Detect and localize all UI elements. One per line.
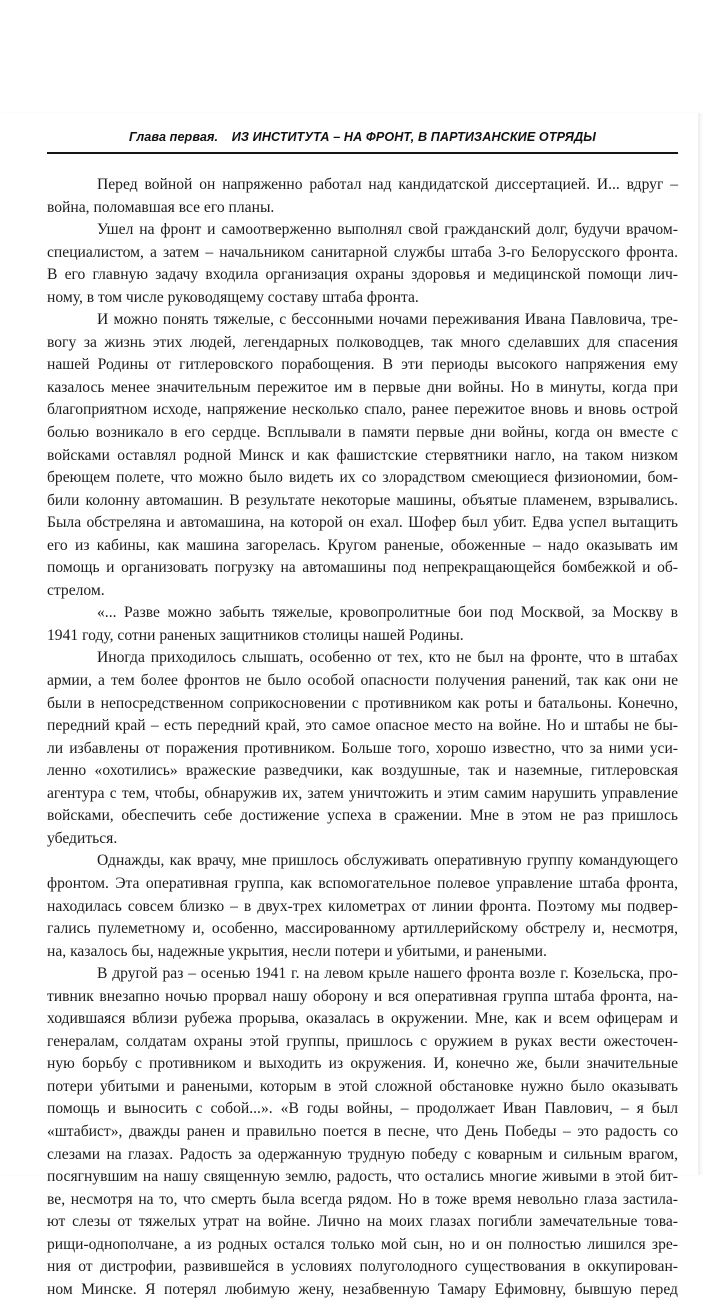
- text-line: ли избавлены от поражения противником. Больше того, хорошо известно, что за ними уси-: [47, 739, 678, 757]
- text-line: агентура с тем, чтобы, обнаружив их, затем уничтожить и этим самим нарушить управление: [47, 784, 678, 802]
- text-line: били колонну автомашин. В результате некоторые машины, объятые пламенем, взрывались.: [47, 491, 678, 509]
- text-line: войсками, обеспечить себе достижение успеха в сражении. Мне в этом не раз пришлось: [47, 807, 678, 825]
- text-line: война, поломавшая все его планы.: [47, 198, 275, 216]
- text-line: бреющем полете, что можно было видеть их со злорадством смеющиеся физиономии, бом-: [47, 469, 678, 487]
- text-line: ном Минске. Я потерял любимую жену, незабвенную Тамару Ефимовну, бывшую перед: [47, 1280, 678, 1298]
- body-text: [47, 174, 678, 1301]
- text-line: фронтом. Эта оперативная группа, как вспомогательное полевое управление штаба фронта,: [47, 874, 678, 892]
- paragraph-first-line: Иногда приходилось слышать, особенно от тех, кто не был на фронте, что в штабах: [97, 649, 678, 667]
- text-line: «штабист», дважды ранен и правильно поется в песне, что День Победы – это радость со: [47, 1122, 678, 1140]
- text-line: Была обстреляна и автомашина, на которой он ехал. Шофер был убит. Едва успел вытащить: [47, 514, 678, 532]
- text-line: рищи-однополчане, а из родных остался только мой сын, но и он полностью лишился зре-: [47, 1235, 678, 1253]
- paragraph-first-line: Перед войной он напряженно работал над кандидатской диссертацией. И... вдруг –: [97, 176, 678, 193]
- text-line: В его главную задачу входила организация охраны здоровья и медицинской помощи лич-: [47, 266, 678, 284]
- paragraph-first-line: Ушел на фронт и самоотверженно выполнял свой гражданский долг, будучи врачом-: [97, 221, 678, 239]
- text-line: стрелом.: [47, 581, 105, 599]
- text-line: армии, а тем более фронтов не было особой опасности получения ранений, так как они не: [47, 672, 678, 690]
- text-line: ют слезы от тяжелых утрат на войне. Лично на моих глазах погибли замечательные това-: [47, 1213, 678, 1231]
- text-line: благоприятном исходе, напряжение несколько спало, ранее пережитое вновь и вновь острой: [47, 401, 678, 419]
- paragraph-first-line: Однажды, как врачу, мне пришлось обслуживать оперативную группу командующего: [97, 852, 678, 870]
- running-head: [47, 130, 678, 144]
- text-line: гались пулеметному и, особенно, массированному артиллерийскому обстрелу и, несмотря,: [47, 920, 678, 938]
- chapter-title: ИЗ ИНСТИТУТА – НА ФРОНТ, В ПАРТИЗАНСКИЕ ОТРЯДЫ: [231, 130, 596, 144]
- text-line: ному, в том числе руководящему составу штаба фронта.: [47, 288, 419, 306]
- text-line: ную борьбу с противником и выходить из окружения. И, конечно же, были значительные: [47, 1055, 678, 1073]
- text-line: ве, несмотря на то, что смерть была всегда рядом. Но в тоже время невольно глаза застила-: [47, 1190, 678, 1208]
- text-line: помощь и выносить с собой...». «В годы войны, – продолжает Иван Павлович, – я был: [47, 1100, 678, 1118]
- text-line: были в непосредственном соприкосновении с противником как роты и батальоны. Конечно,: [47, 694, 678, 712]
- text-line: помощь и организовать погрузку на автомашины под непрекращающейся бомбежкой и об-: [47, 559, 678, 577]
- text-line: казалось менее значительным пережитое им в первые дни войны. Но в минуты, когда при: [47, 378, 678, 396]
- text-line: на, казалось бы, надежные укрытия, несли потери и убитыми, и ранеными.: [47, 942, 547, 960]
- text-line: ходившаяся вблизи рубежа прорыва, оказалась в окружении. Мне, как и всем офицерам и: [47, 1010, 678, 1028]
- text-line: 1941 году, сотни раненых защитников столицы нашей Родины.: [47, 626, 464, 644]
- paragraph-first-line: «... Разве можно забыть тяжелые, кровопролитные бои под Москвой, за Москву в: [97, 604, 678, 622]
- text-line: его из кабины, как машина загорелась. Кругом раненые, обоженные – надо оказывать им: [47, 536, 678, 554]
- paragraph-first-line: И можно понять тяжелые, с бессонными ночами переживания Ивана Павловича, тре-: [97, 311, 678, 329]
- text-line: находилась совсем близко – в двух-трех километрах от линии фронта. Поэтому мы подвер-: [47, 897, 678, 915]
- text-line: ленно «охотились» вражеские разведчики, как воздушные, так и наземные, гитлеровская: [47, 762, 678, 780]
- text-line: убедиться.: [47, 829, 118, 847]
- text-line: специалистом, а затем – начальником санитарной службы штаба 3-го Белорусского фронта.: [47, 243, 678, 261]
- text-line: генералам, солдатам охраны этой группы, пришлось с оружием в руках вести ожесточен-: [47, 1032, 678, 1050]
- text-line: потери убитыми и ранеными, которым в этой сложной обстановке нужно было оказывать: [47, 1077, 678, 1095]
- text-line: посягнувшим на нашу священную землю, радость, что остались многие живыми в этой бит-: [47, 1168, 678, 1186]
- text-line: нашей Родины от гитлеровского порабощения. В эти периоды высокого напряжения ему: [47, 356, 678, 374]
- text-line: болью возникало в его сердце. Всплывали в памяти первые дни войны, когда он вместе с: [47, 424, 678, 442]
- text-line: слезами на глазах. Радость за одержанную трудную победу с коварным и сильным врагом,: [47, 1145, 678, 1163]
- chapter-label: Глава первая.: [129, 130, 219, 144]
- text-line: ния от дистрофии, развившейся в условиях полуголодного существования в оккупирован-: [47, 1258, 678, 1276]
- text-line: войсками оставлял родной Минск и как фашистские стервятники нагло, на таком низком: [47, 446, 678, 464]
- paragraph-first-line: В другой раз – осенью 1941 г. на левом крыле нашего фронта возле г. Козельска, про-: [97, 965, 678, 983]
- header-rule: [47, 152, 678, 154]
- text-line: вогу за жизнь этих людей, легендарных полководцев, так много сделавших для спасения: [47, 333, 678, 351]
- text-line: передний край – есть передний край, это самое опасное место на войне. Но и штабы не бы-: [47, 717, 678, 735]
- text-line: тивник внезапно ночью прорвал нашу оборону и вся оперативная группа штаба фронта, на-: [47, 987, 678, 1005]
